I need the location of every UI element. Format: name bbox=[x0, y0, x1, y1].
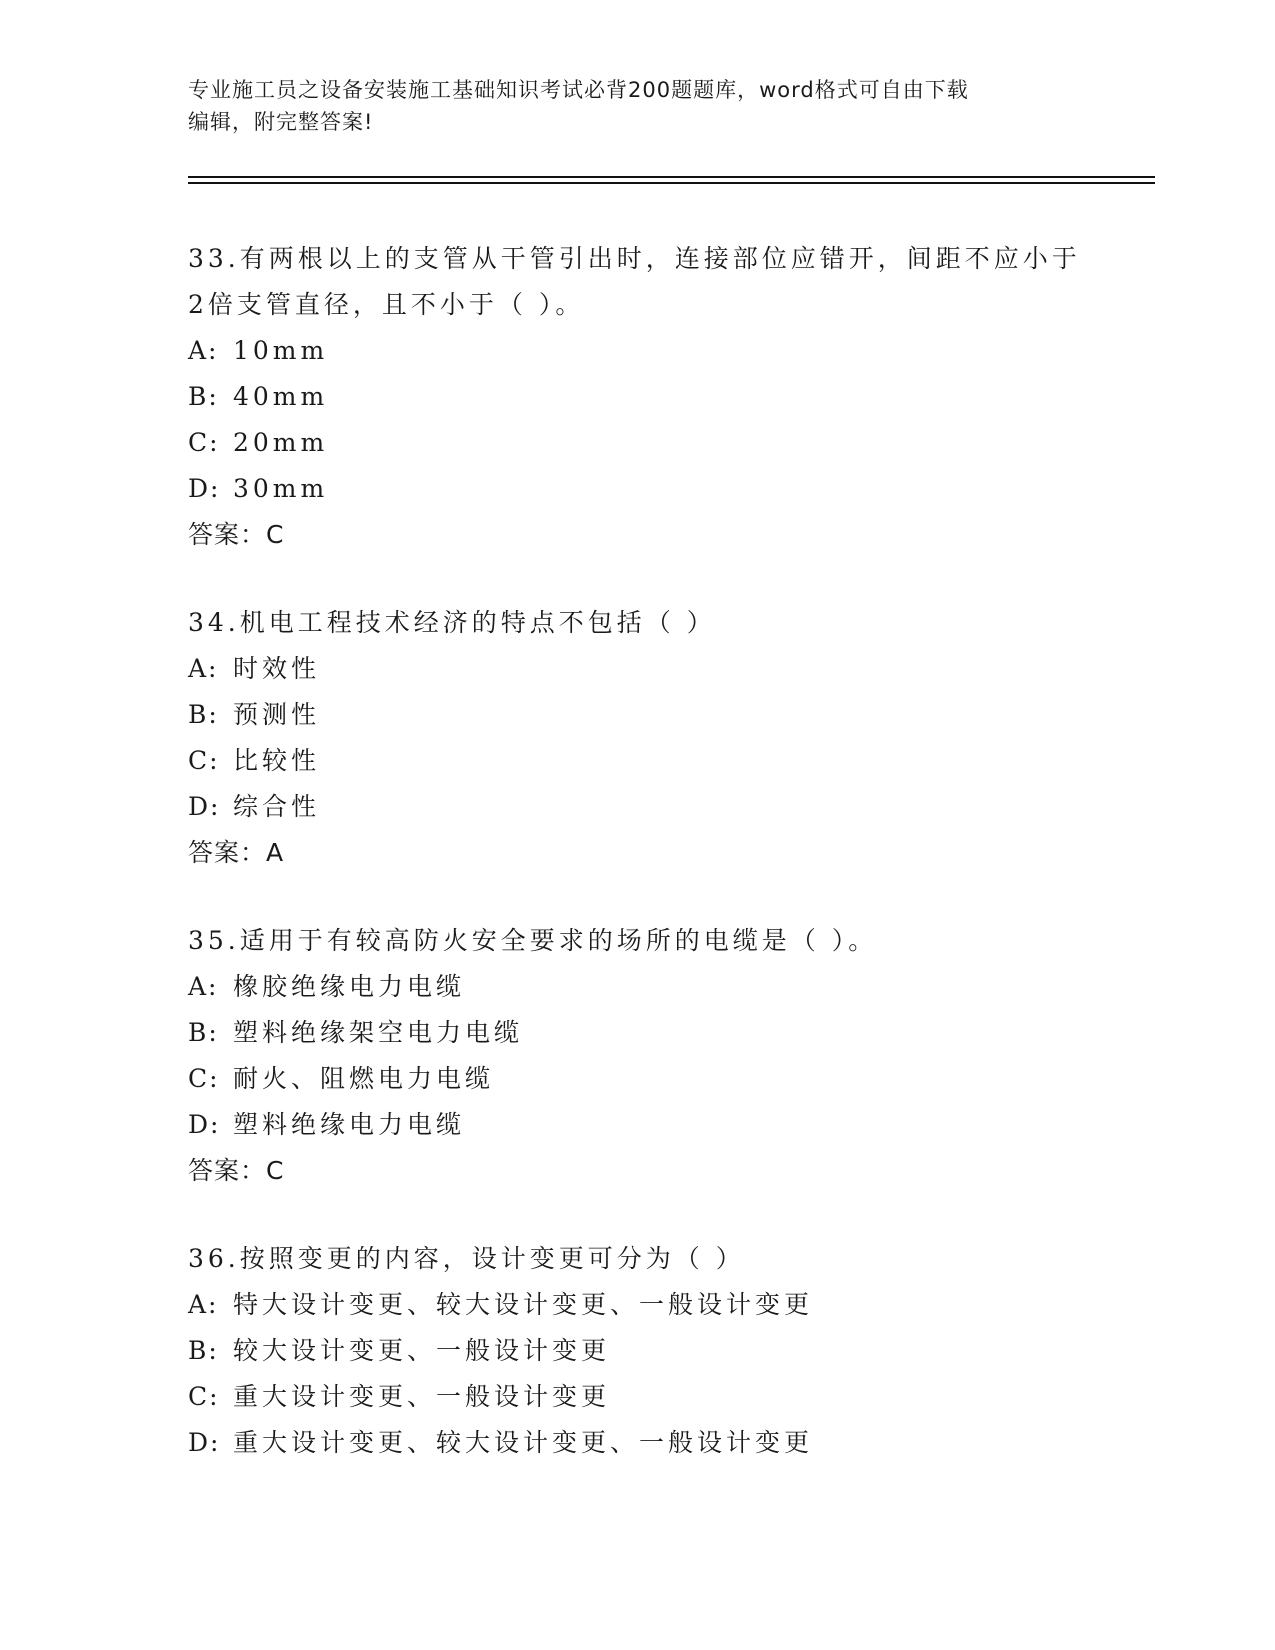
header-line-2: 编辑，附完整答案! bbox=[188, 110, 374, 134]
option-d bbox=[188, 1420, 1088, 1466]
question-36 bbox=[188, 1236, 1088, 1466]
option-text: 10mm bbox=[233, 336, 329, 365]
option-key: A: bbox=[188, 1290, 219, 1319]
question-text: 34.机电工程技术经济的特点不包括（ ） bbox=[188, 608, 716, 637]
option-d bbox=[188, 466, 1088, 512]
option-key: A: bbox=[188, 972, 219, 1001]
answer-line: 答案：C bbox=[188, 1156, 285, 1185]
option-text: 时效性 bbox=[233, 654, 321, 683]
option-text: 重大设计变更、一般设计变更 bbox=[233, 1382, 611, 1411]
option-text: 塑料绝缘电力电缆 bbox=[233, 1110, 466, 1139]
question-35 bbox=[188, 918, 1088, 1194]
option-text: 预测性 bbox=[233, 700, 321, 729]
option-text: 重大设计变更、较大设计变更、一般设计变更 bbox=[233, 1428, 814, 1457]
option-key: D: bbox=[188, 1428, 221, 1457]
option-text: 综合性 bbox=[233, 792, 321, 821]
option-c bbox=[188, 420, 1088, 466]
option-key: A: bbox=[188, 336, 219, 365]
option-key: D: bbox=[188, 1110, 221, 1139]
option-text: 30mm bbox=[233, 474, 329, 503]
question-33 bbox=[188, 236, 1088, 558]
option-key: B: bbox=[188, 700, 219, 729]
answer-line: 答案：C bbox=[188, 520, 285, 549]
option-c bbox=[188, 738, 1088, 784]
option-d bbox=[188, 1102, 1088, 1148]
option-key: C: bbox=[188, 1064, 220, 1093]
option-text: 20mm bbox=[233, 428, 329, 457]
header-line-1: 专业施工员之设备安装施工基础知识考试必背200题题库，word格式可自由下载 bbox=[188, 78, 969, 102]
header-divider-bottom bbox=[188, 182, 1155, 184]
option-key: D: bbox=[188, 792, 221, 821]
option-a bbox=[188, 1282, 1088, 1328]
option-b bbox=[188, 374, 1088, 420]
option-text: 比较性 bbox=[233, 746, 321, 775]
option-a bbox=[188, 964, 1088, 1010]
answer-line: 答案：A bbox=[188, 838, 285, 867]
option-key: D: bbox=[188, 474, 221, 503]
question-text: 36.按照变更的内容，设计变更可分为（ ） bbox=[188, 1244, 745, 1273]
option-key: B: bbox=[188, 382, 219, 411]
option-c bbox=[188, 1374, 1088, 1420]
option-a bbox=[188, 646, 1088, 692]
question-text: 35.适用于有较高防火安全要求的场所的电缆是（ ）。 bbox=[188, 926, 878, 955]
option-b bbox=[188, 1010, 1088, 1056]
question-list bbox=[188, 236, 1088, 1508]
option-key: A: bbox=[188, 654, 219, 683]
option-key: C: bbox=[188, 746, 220, 775]
document-header bbox=[188, 74, 1068, 138]
option-key: C: bbox=[188, 1382, 220, 1411]
option-c bbox=[188, 1056, 1088, 1102]
question-34 bbox=[188, 600, 1088, 876]
option-b bbox=[188, 692, 1088, 738]
option-b bbox=[188, 1328, 1088, 1374]
option-text: 较大设计变更、一般设计变更 bbox=[233, 1336, 611, 1365]
option-text: 特大设计变更、较大设计变更、一般设计变更 bbox=[233, 1290, 814, 1319]
option-d bbox=[188, 784, 1088, 830]
option-key: B: bbox=[188, 1018, 219, 1047]
option-a bbox=[188, 328, 1088, 374]
question-text: 33.有两根以上的支管从干管引出时，连接部位应错开，间距不应小于 bbox=[188, 244, 1081, 273]
option-key: C: bbox=[188, 428, 220, 457]
question-text-continued: 2倍支管直径，且不小于（ ）。 bbox=[188, 290, 585, 319]
option-key: B: bbox=[188, 1336, 219, 1365]
header-divider-top bbox=[188, 176, 1155, 178]
option-text: 塑料绝缘架空电力电缆 bbox=[233, 1018, 524, 1047]
option-text: 橡胶绝缘电力电缆 bbox=[233, 972, 466, 1001]
option-text: 耐火、阻燃电力电缆 bbox=[233, 1064, 495, 1093]
option-text: 40mm bbox=[233, 382, 329, 411]
